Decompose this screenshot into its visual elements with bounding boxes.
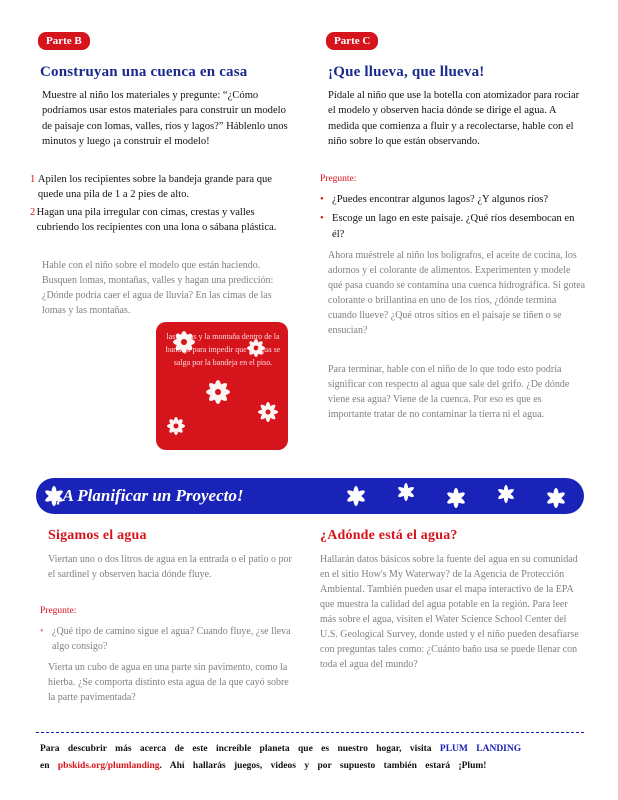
part-c-paragraph-2: Ahora muéstrele al niño los bolígrafos, el aceite de cocina, los adornos y el colorante de alimentos. Experimenten y modele qué pasa cuando se contamina una cuenca hidrográfica. Si gotea colorante o brillantina en uno de los ríos, ¿dónde termina cuando llueve? ¿Qué otros sitios en el paisaje se tiñen o se ensucian? <box>328 250 586 336</box>
step-1 <box>30 172 292 203</box>
step-number: 2 <box>30 206 36 218</box>
left-ask-label: Pregunte: <box>40 606 77 616</box>
question-item: • Escoge un lago en este paisaje. ¿Qué ríos desembocan en él? <box>320 211 586 242</box>
left-section-p2: Vierta un cubo de agua en una parte sin pavimento, como la hierba. ¿Se comporta distinto esta agua de la que cayó sobre la parte pavimentada? <box>48 662 289 703</box>
part-b-intro: Muestre al niño los materiales y pregunte: “¿Cómo podríamos usar estos materiales para construir un modelo de paisaje con lomas, valles, ríos y lagos?” Háblenlo unos minutos y luego ¡a construir el modelo! <box>42 90 288 148</box>
step-text: Hagan una pila irregular con cimas, crestas y valles cubriendo los recipientes con una lona o sábana plástica. <box>36 206 277 234</box>
part-c-paragraph-3: Para terminar, hable con el niño de lo que todo esto podría significar con respecto al agua que sale del grifo. ¿De dónde viene esa agua? Viene de la cuenca. Por eso es que es importante tratar de no contaminar la tierra ni el agua. <box>328 364 570 420</box>
plum-landing-link[interactable]: PLUM LANDING <box>439 744 522 754</box>
part-b-badge: Parte B <box>38 32 90 50</box>
footer-line-1 <box>40 744 584 754</box>
right-section-title: ¿Adónde está el agua? <box>320 528 458 543</box>
footer-line-2 <box>40 761 584 771</box>
footer-text: en <box>40 761 50 771</box>
left-section-title: Sigamos el agua <box>48 528 147 543</box>
right-section-p1: Hallarán datos básicos sobre la fuente del agua en su comunidad en el sitio How's My Waterway? de la Agencia de Protección Ambiental. También pueden usar el mapa interactivo de la EPA que muestra la calidad del agua potable en la región. Para leer más sobre el agua, visiten el Water Science School Center del U.S. Geological Survey, donde usted y el niño pueden desafiarse con preguntas tales como: ¿Cuánto baño usa se puede llenar con toda el agua del mundo? <box>320 554 579 670</box>
footer-divider <box>36 732 584 733</box>
question-item: • ¿Puedes encontrar algunos lagos? ¿Y algunos ríos? <box>320 192 586 207</box>
part-c-intro: Pídale al niño que use la botella con atomizador para rociar el modelo y observen hacia dónde se dirige el agua. A medida que comienza a fluir y a recolectarse, hable con el niño sobre lo que están observando. <box>328 90 580 148</box>
flower-stamp-image <box>156 322 288 450</box>
step-text: Apilen los recipientes sobre la bandeja grande para que quede una pila de 1 a 2 pies de alto. <box>37 174 273 201</box>
left-section-p1: Viertan uno o dos litros de agua en la entrada o el patio o por el sardinel y observen hacia dónde fluye. <box>48 554 292 580</box>
stamp-caption: las lomas y la montaña dentro de la bandeja para impedir que el agua se salga por la bandeja en el piso. <box>165 332 281 367</box>
footer-text: Para descubrir más acerca de este increíble planeta que es nuestro hogar, visita <box>40 744 432 754</box>
question-item: • ¿Qué tipo de camino sigue el agua? Cuando fluye, ¿se lleva algo consigo? <box>40 624 298 654</box>
step-2 <box>30 205 292 236</box>
part-b-title: Construyan una cuenca en casa <box>40 64 248 80</box>
part-c-badge: Parte C <box>326 32 378 50</box>
step-number: 1 <box>30 174 36 185</box>
part-c-ask-label: Pregunte: <box>320 174 357 184</box>
part-c-questions <box>320 192 586 246</box>
left-questions <box>40 624 298 658</box>
banner-title: ¡A Planificar un Proyecto! <box>56 486 244 505</box>
part-b-faded-paragraph: Hable con el niño sobre el modelo que están haciendo. Busquen lomas, montañas, valles y hagan una predicción: ¿Dónde podría caer el agua de lluvia? En las cimas de las lomas y las montañas. <box>42 260 274 316</box>
pbskids-link[interactable]: pbskids.org/plumlanding <box>57 761 160 771</box>
footer-text: . Ahí hallarás juegos, videos y por supuesto también estará ¡Plum! <box>159 761 487 771</box>
project-banner <box>36 478 584 514</box>
part-c-title: ¡Que llueva, que llueva! <box>328 64 485 80</box>
part-b-steps <box>30 172 292 236</box>
